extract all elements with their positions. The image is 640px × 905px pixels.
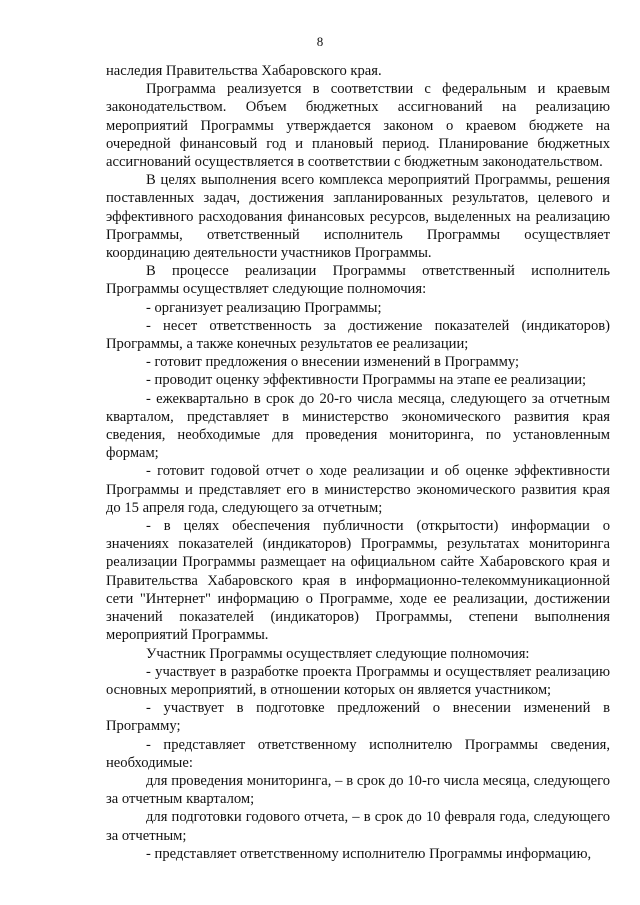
list-item: - несет ответственность за достижение показателей (индикаторов) Программы, а также конечных результатов ее реализации;: [106, 317, 610, 353]
list-item: - участвует в разработке проекта Программы и осуществляет реализацию основных мероприятий, в отношении которых он является участником;: [106, 663, 610, 698]
paragraph: для подготовки годового отчета, – в срок до 10 февраля года, следующего за отчетным;: [106, 809, 610, 844]
paragraph: Программа реализуется в соответствии с федеральным и краевым законодательством. Объем бюджетных ассигнований на реализацию мероприятий Программы утверждается законом о краевом бюджете на очередной финансовый год и плановый период. Планирование бюджетных ассигнований осуществляется в соответствии с бюджетным законодательством.: [106, 81, 610, 171]
list-item: - ежеквартально в срок до 20-го числа месяца, следующего за отчетным кварталом, представляет в министерство экономического развития края сведения, необходимые для проведения мониторинга, по установленным формам;: [106, 390, 610, 462]
document-body: [106, 62, 610, 863]
paragraph: наследия Правительства Хабаровского края.: [106, 63, 382, 79]
list-item: - готовит годовой отчет о ходе реализации и об оценке эффективности Программы и представляет его в министерство экономического развития края до 15 апреля года, следующего за отчетным;: [106, 463, 610, 516]
list-item: - проводит оценку эффективности Программы на этапе ее реализации;: [146, 372, 587, 389]
list-item: - представляет ответственному исполнителю Программы информацию,: [146, 845, 592, 862]
paragraph: для проведения мониторинга, – в срок до 10-го числа месяца, следующего за отчетным кварталом;: [106, 772, 610, 808]
list-item: - организует реализацию Программы;: [146, 299, 382, 316]
paragraph: В целях выполнения всего комплекса мероприятий Программы, решения поставленных задач, достижения запланированных результатов, целевого и эффективного расходования финансовых ресурсов, выделенных на реализацию Программы, ответственный исполнитель Программы осуществляет координацию деятельности участников Программы.: [106, 172, 610, 262]
list-item: - готовит предложения о внесении изменений в Программу;: [146, 354, 520, 371]
list-item: - участвует в подготовке предложений о внесении изменений в Программу;: [106, 700, 610, 735]
page-number: 8: [316, 34, 324, 49]
paragraph: В процессе реализации Программы ответственный исполнитель Программы осуществляет следующие полномочия:: [106, 263, 610, 298]
list-item: - в целях обеспечения публичности (открытости) информации о значениях показателей (индикаторов) Программы, результатах мониторинга реализации Программы размещает на официальном сайте Хабаровского края и Правительства Хабаровского края в информационно-телекоммуникационной сети "Интернет" информацию о Программе, ходе ее реализации, достижении значений показателей (индикаторов) Программы, степени выполнения мероприятий Программы.: [106, 518, 610, 644]
paragraph: Участник Программы осуществляет следующие полномочия:: [146, 645, 530, 662]
list-item: - представляет ответственному исполнителю Программы сведения, необходимые:: [106, 736, 610, 771]
